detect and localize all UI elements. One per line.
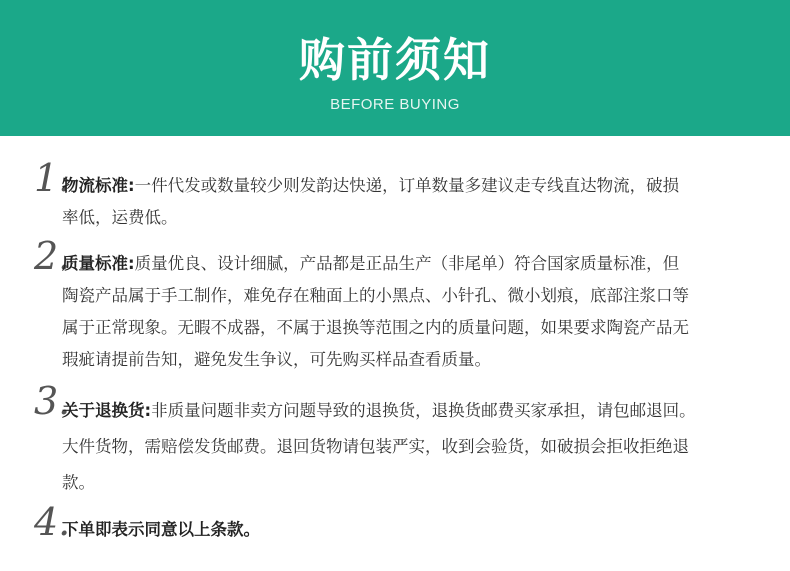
item-label: 物流标准: [62, 176, 135, 195]
item-text [62, 393, 774, 501]
item-line: 关于退换货:非质量问题非卖方问题导致的退换货，退换货邮费买家承担，请包邮退回。 [62, 401, 696, 420]
item-text [62, 248, 774, 376]
item-line: 率低，运费低。 [62, 208, 178, 227]
item-line: 质量标准:质量优良、设计细腻，产品都是正品生产（非尾单）符合国家质量标准，但 [62, 254, 680, 273]
item-line: 瑕疵请提前告知，避免发生争议，可先购买样品查看质量。 [62, 350, 491, 369]
item-text [62, 514, 774, 546]
item-number: 3. [34, 379, 71, 423]
item-line: 属于正常现象。无暇不成器，不属于退换等范围之内的质量问题，如果要求陶瓷产品无 [62, 318, 689, 337]
item-line: 陶瓷产品属于手工制作，难免存在釉面上的小黑点、小针孔、微小划痕，底部注浆口等 [62, 286, 689, 305]
item-label: 关于退换货: [62, 401, 152, 420]
item-number: 4. [34, 500, 71, 544]
item-line: 物流标准:一件代发或数量较少则发韵达快递，订单数量多建议走专线直达物流，破损 [62, 176, 680, 195]
item-number: 2. [34, 234, 71, 278]
header-banner [0, 0, 790, 136]
banner-subtitle: BEFORE BUYING [330, 96, 460, 113]
item-number: 1. [34, 156, 71, 200]
banner-title: 购前须知 [299, 33, 491, 87]
item-text [62, 170, 774, 234]
item-line [62, 514, 774, 546]
item-label: 下单即表示同意以上条款。 [62, 520, 260, 539]
item-line: 大件货物，需赔偿发货邮费。退回货物请包装严实，收到会验货，如破损会拒收拒绝退 [62, 437, 689, 456]
item-label: 质量标准: [62, 254, 135, 273]
item-line: 款。 [62, 473, 95, 492]
